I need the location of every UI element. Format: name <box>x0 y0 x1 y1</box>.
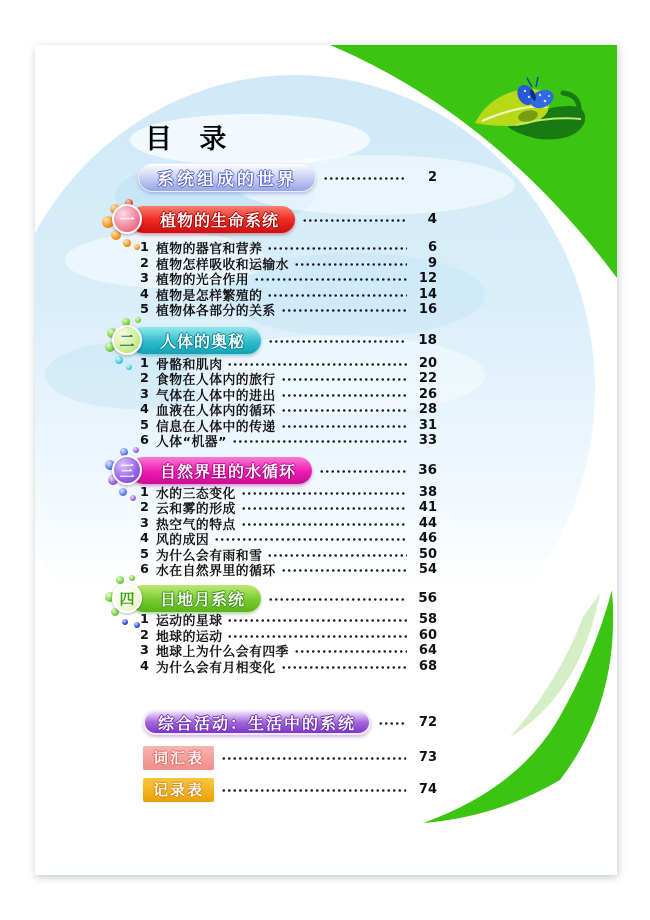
item-number: 3 <box>140 515 149 531</box>
section-banner[interactable]: 日地月系统 <box>130 585 261 612</box>
item-title: 水的三态变化 <box>156 486 236 502</box>
toc-entry-intro[interactable] <box>138 163 437 191</box>
item-title: 地球上为什么会有四季 <box>156 645 289 661</box>
page-number: 50 <box>418 546 437 562</box>
page-number: 9 <box>427 255 437 271</box>
page-number: 60 <box>418 627 437 643</box>
page-number: 72 <box>418 715 437 730</box>
item-title: 植物的光合作用 <box>156 273 250 289</box>
bubble-decoration <box>134 622 140 628</box>
dot-leader <box>232 438 407 445</box>
page-number: 6 <box>427 240 437 256</box>
activity-banner[interactable]: 综合活动：生活中的系统 <box>143 710 371 735</box>
item-title: 信息在人体中的传递 <box>156 419 276 435</box>
toc-item[interactable] <box>140 659 437 675</box>
item-title: 植物体各部分的关系 <box>156 304 276 320</box>
dot-leader <box>281 423 407 430</box>
dot-leader <box>267 245 407 252</box>
item-number: 1 <box>140 484 149 500</box>
bubble-decoration <box>126 364 132 370</box>
dot-leader <box>268 596 406 603</box>
dot-leader <box>241 521 407 528</box>
dot-leader <box>281 307 407 314</box>
dot-leader <box>281 407 407 414</box>
toc-item[interactable] <box>140 562 437 578</box>
toc-section-header[interactable] <box>120 455 437 485</box>
toc-entry-records[interactable] <box>143 777 437 802</box>
item-number: 5 <box>140 417 149 433</box>
item-number: 5 <box>140 546 149 562</box>
dot-leader <box>267 552 407 559</box>
toc-section-header[interactable] <box>120 325 437 355</box>
glossary-banner[interactable]: 词汇表 <box>143 746 214 770</box>
item-title: 为什么会有月相变化 <box>156 660 276 676</box>
section-number-badge: 二 <box>112 325 142 355</box>
item-title: 人体“机器” <box>156 435 228 451</box>
book-page <box>35 45 617 875</box>
item-number: 4 <box>140 658 149 674</box>
item-number: 1 <box>140 240 149 256</box>
toc-entry-glossary[interactable] <box>143 745 437 770</box>
item-number: 5 <box>140 302 149 318</box>
page-number: 31 <box>418 417 437 433</box>
dot-leader <box>302 217 406 224</box>
page-number: 14 <box>418 286 437 302</box>
item-number: 4 <box>140 286 149 302</box>
bubble-decoration <box>129 575 135 581</box>
item-number: 1 <box>140 355 149 371</box>
page-number: 2 <box>427 169 437 185</box>
page-number: 38 <box>418 484 437 500</box>
dot-leader <box>221 787 406 794</box>
page-number: 54 <box>418 562 437 578</box>
bubble-decoration <box>115 356 123 364</box>
page-number: 74 <box>418 782 437 797</box>
dot-leader <box>378 720 406 727</box>
section-number-badge: 四 <box>112 583 142 613</box>
bubble-decoration <box>123 239 131 247</box>
item-number: 4 <box>140 402 149 418</box>
toc-entry-activity[interactable] <box>143 710 437 735</box>
page-number: 28 <box>418 402 437 418</box>
dot-leader <box>214 536 407 543</box>
dot-leader <box>241 505 407 512</box>
page-number: 22 <box>418 371 437 387</box>
item-title: 植物怎样吸收和运输水 <box>156 257 289 273</box>
dot-leader <box>281 392 407 399</box>
item-number: 3 <box>140 271 149 287</box>
item-number: 3 <box>140 386 149 402</box>
dot-leader <box>221 755 406 762</box>
item-title: 云和雾的形成 <box>156 502 236 518</box>
page-number: 73 <box>418 750 437 765</box>
item-number: 2 <box>140 371 149 387</box>
bubble-decoration <box>122 619 128 625</box>
item-number: 6 <box>140 433 149 449</box>
item-title: 植物的器官和营养 <box>156 242 263 258</box>
item-number: 2 <box>140 627 149 643</box>
item-title: 气体在人体中的进出 <box>156 388 276 404</box>
item-number: 2 <box>140 500 149 516</box>
item-title: 血液在人体内的循环 <box>156 404 276 420</box>
item-title: 地球的运动 <box>156 629 223 645</box>
item-number: 6 <box>140 562 149 578</box>
dot-leader <box>294 261 407 268</box>
page-number: 41 <box>418 500 437 516</box>
item-number: 1 <box>140 612 149 628</box>
item-title: 风的成因 <box>156 533 210 549</box>
dot-leader <box>267 292 407 299</box>
toc-item[interactable] <box>140 433 437 449</box>
bubble-decoration <box>130 495 136 501</box>
item-title: 水在自然界里的循环 <box>156 564 276 580</box>
toc-section-header[interactable] <box>120 583 437 613</box>
toc-section-header[interactable] <box>120 204 437 234</box>
page-number: 56 <box>418 590 437 606</box>
page-number: 64 <box>418 643 437 659</box>
dot-leader <box>319 468 406 475</box>
dot-leader <box>281 567 407 574</box>
page-number: 33 <box>418 433 437 449</box>
page-number: 58 <box>418 612 437 628</box>
section-item-list <box>140 485 437 578</box>
item-title: 为什么会有雨和雪 <box>156 548 263 564</box>
dot-leader <box>241 490 407 497</box>
item-number: 2 <box>140 255 149 271</box>
dot-leader <box>294 648 407 655</box>
item-title: 食物在人体内的旅行 <box>156 373 276 389</box>
page-number: 20 <box>418 355 437 371</box>
page-number: 26 <box>418 386 437 402</box>
toc-item[interactable] <box>140 302 437 318</box>
section-item-list <box>140 356 437 449</box>
page-number: 44 <box>418 515 437 531</box>
bubble-decoration <box>134 244 140 250</box>
page-number: 68 <box>418 658 437 674</box>
page-number: 46 <box>418 531 437 547</box>
intro-banner[interactable]: 系统组成的世界 <box>138 163 316 192</box>
dot-leader <box>281 664 407 671</box>
page-number: 18 <box>418 332 437 348</box>
item-title: 骨骼和肌肉 <box>156 357 223 373</box>
page-number: 4 <box>427 211 437 227</box>
dot-leader <box>227 633 407 640</box>
section-item-list <box>140 240 437 318</box>
page-number: 16 <box>418 302 437 318</box>
bubble-decoration <box>135 317 141 323</box>
records-banner[interactable]: 记录表 <box>143 778 214 802</box>
bubble-decoration <box>133 447 139 453</box>
dot-leader <box>281 376 407 383</box>
section-item-list <box>140 612 437 674</box>
section-banner[interactable]: 人体的奥秘 <box>130 327 261 354</box>
dot-leader <box>227 361 407 368</box>
page-title: 目 录 <box>145 124 236 155</box>
page-number: 12 <box>418 271 437 287</box>
dot-leader <box>227 617 407 624</box>
section-banner[interactable]: 自然界里的水循环 <box>130 457 312 484</box>
section-number-badge: 一 <box>112 204 142 234</box>
dot-leader <box>254 276 407 283</box>
dot-leader <box>323 175 406 182</box>
section-number-badge: 三 <box>112 455 142 485</box>
item-title: 植物是怎样繁殖的 <box>156 288 263 304</box>
item-number: 4 <box>140 531 149 547</box>
page-number: 36 <box>418 462 437 478</box>
bubble-decoration <box>119 488 127 496</box>
item-title: 运动的星球 <box>156 614 223 630</box>
section-banner[interactable]: 植物的生命系统 <box>130 206 295 233</box>
item-number: 3 <box>140 643 149 659</box>
item-title: 热空气的特点 <box>156 517 236 533</box>
dot-leader <box>268 338 406 345</box>
